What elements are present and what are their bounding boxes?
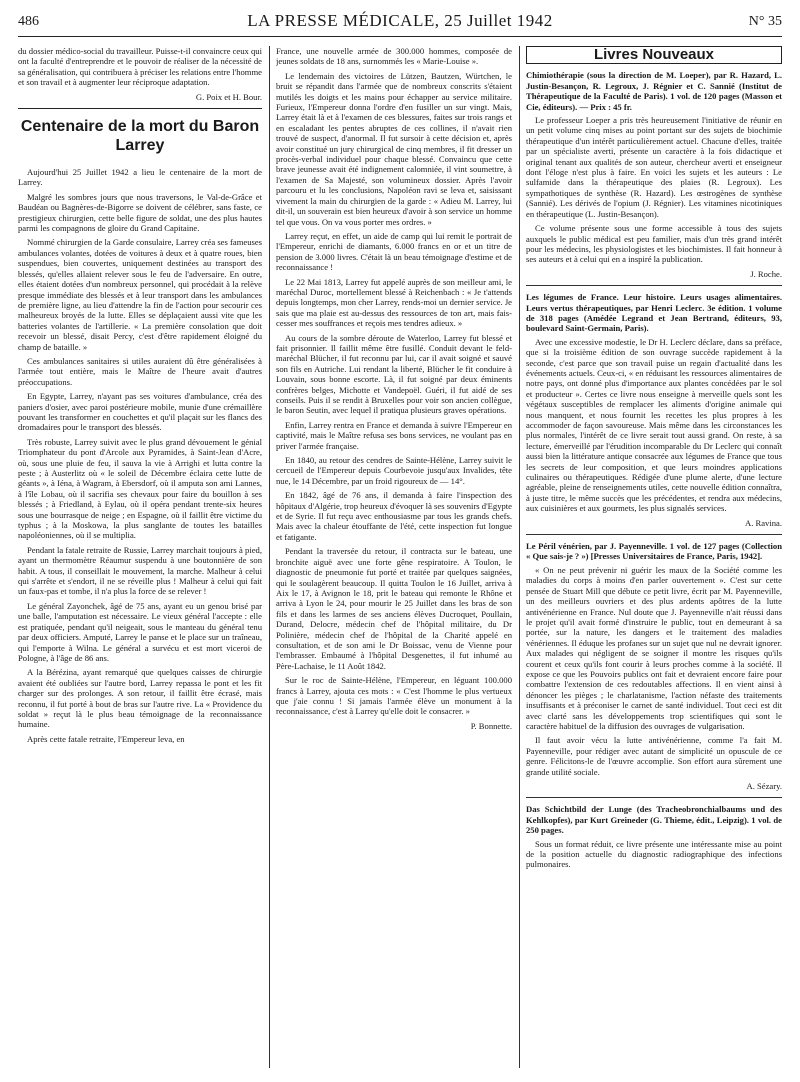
separator — [526, 797, 782, 798]
review-signature: A. Ravina. — [745, 517, 782, 528]
page-number: 486 — [18, 14, 39, 29]
review-paragraph: Ce volume présente sous une forme accessible à tous des sujets auxquels le public médical est peu familier, mais d'un très grand intérêt pour les médecins, les physiologistes et les biochimistes. Il fait honneur à ses auteurs et à celui qui en a inspiré la publication. — [526, 223, 782, 265]
paragraph: Le général Zayonchek, âgé de 75 ans, ayant eu un genou brisé par une balle, l'amputation est nécessaire. Le vieux général l'accepte : elle est pratiquée, pendant qu'il neigeait, sous le manteau du général tenu par deux officiers. Amputé, Larrey le panse et le place sur un traîneau, qui l'emporte à Wilna. Le général a survécu et est mort viceroi de Pologne, à l'âge de 86 ans. — [18, 600, 262, 663]
paragraph: Très robuste, Larrey suivit avec le plus grand dévouement le génial Triomphateur du pont d'Arcole aux Pyramides, à Saint-Jean d'Acre, où, sous une pluie de feu, il sauva la vie à Arrighi et lutta contre la peste ; à Austerlitz où « le soleil de Décembre éclaira cette lutte de géants », à Iéna, à Wagram, à Ebersdorf, où il amputa son ami Lannes, à l'île Lobau, où il sacrifia ses chevaux pour faire du bouillon à ses blessés ; à Friedland, à Eylau, où il opéra pendant trente-six heures sous une bourrasque de neige ; en Espagne, où il faillit être victime du typhus ; à la Moskowa, la plus sanglante de toutes les batailles napoléoniennes, où il se multiplia. — [18, 436, 262, 541]
review-paragraph: Avec une excessive modestie, le Dr H. Leclerc déclare, dans sa préface, que si la troisième édition de son ouvrage succède rapidement à la seconde, c'est parce que son travail puise un regain d'actualité dans les événements actuels. Ceux-ci, « en réduisant les ressources alimentaires de notre pays, ont donné plus d'importance aux plantes concédées par le sol et producteur ». Certes ce livre nous enseigne à merveille quels sont les végétaux susceptibles de remplacer les aliments d'origine animale qui nous manquent, et nous fournit les recettes les plus propres à les accommoder de façon savoureuse. Mais même dans les circonstances les plus normales, l'intérêt de ce livre serait tout aussi grand. On reste, à sa lecture, émerveillé par l'érudition incomparable du Dr Leclerc qui connaît aussi bien la littérature antique consacrée aux légumes de France que tous les secrets de leur composition, et que leurs moindres applications culinaires ou thérapeutiques. Rédigée d'une plume alerte, d'une lecture agréable, pleine de renseignements utiles, cette nouvelle édition connaîtra, à juste titre, le même succès que les précédentes, et rendra aux médecins, aux cuisinières et aux gourmets, les plus signalés services. — [526, 336, 782, 514]
review-heading: Chimiothérapie (sous la direction de M. Loeper), par R. Hazard, L. Justin-Besançon, R. Legroux, J. Régnier et C. Sannié (Institut de Thérapeutique de la Faculté de Paris). 1 vol. de 120 pages (Masson et Cie, éditeurs). — Prix : 45 fr. — [526, 70, 782, 112]
review-signature: A. Sézary. — [746, 781, 782, 791]
separator — [18, 108, 262, 109]
review-signature: J. Roche. — [750, 268, 782, 279]
paragraph: Sur le roc de Sainte-Hélène, l'Empereur, en léguant 100.000 francs à Larrey, ajouta ces mots : « C'est l'homme le plus vertueux que j'aie connu ! Si jamais l'armée élève un monument à la reconnaissance, c'est à Larrey qu'elle doit le consacrer. » — [276, 675, 512, 717]
paragraph: Ces ambulances sanitaires si utiles auraient dû être généralisées à l'armée tout entière, mais le Maître de l'heure avait d'autres préoccupations. — [18, 355, 262, 387]
paragraph: En 1842, âgé de 76 ans, il demanda à faire l'inspection des hôpitaux d'Algérie, trop heureux d'évoquer là ses souvenirs d'Egypte et de Syrie. Il fut reçu avec enthousiasme par tous les grands chefs. Mais avec la chaleur étouffante de l'été, cette inspection fut longue et fatigante. — [276, 490, 512, 542]
paragraph: Le 22 Mai 1813, Larrey fut appelé auprès de son meilleur ami, le maréchal Duroc, mortellement blessé à Reichenbach : « Je t'attends depuis longtemps, mon cher Larrey, rends-moi un dernier service. Je sais que ma plaie est au-dessus des ressources de ton art, mais fais-cesser mes souffrances et reçois mes tendres adieux. » — [276, 276, 512, 329]
column-3 — [526, 46, 782, 1076]
paragraph: Aujourd'hui 25 Juillet 1942 a lieu le centenaire de la mort de Larrey. — [18, 167, 262, 188]
paragraph: France, une nouvelle armée de 300.000 hommes, composée de jeunes soldats de 18 ans, surnommés les « Marie-Louise ». — [276, 46, 512, 67]
page-header — [18, 12, 782, 37]
separator — [526, 534, 782, 535]
paragraph: Pendant la fatale retraite de Russie, Larrey marchait toujours à pied, ayant un thermomètre Réaumur suspendu à une boutonnière de son habit. A tous, il conseillait le mouvement, la marche. Malheur à celui qui s'arrête et s'endort, il ne se réveille plus ! Malheur à celui qui fait un faux-pas et tombe, il n'a plus la force de se relever ! — [18, 544, 262, 597]
paragraph: A la Bérézina, ayant remarqué que quelques caisses de chirurgie avaient été oubliées sur l'autre bord, Larrey repassa le pont et les fit charger sur des prolonges. A son retour, il faillit être écrasé, mais reconnu, il fut porté à bout de bras sur l'autre rive. La « Providence du soldat » reçut là le plus beau témoignage de la reconnaissance humaine. — [18, 667, 262, 730]
intro-signature: G. Poix et H. Bour. — [195, 91, 262, 102]
review-heading: Le Péril vénérien, par J. Payenneville. 1 vol. de 127 pages (Collection « Que sais-je ? ») [Presses Universitaires de France, Paris, 1942]. — [526, 541, 782, 562]
paragraph: Larrey reçut, en effet, un aide de camp qui lui remit le portrait de l'Empereur, enrichi de diamants, 6.000 francs en or et un titre de pension de 3.000 livres. C'était là un beau témoignage d'estime et de reconnaissance ! — [276, 230, 512, 273]
review-heading: Das Schichtbild der Lunge (des Tracheobronchialbaums und des Kehlkopfes), par Kurt Greineder (G. Thieme, édit., Leipzig). 1 vol. de 250 pages. — [526, 804, 782, 836]
paragraph: Au cours de la sombre déroute de Waterloo, Larrey fut blessé et fait prisonnier. Il faillit même être fusillé. Conduit devant le feld-maréchal Blücher, il fut reconnu par lui, car il avait soigné et sauvé son fils en Autriche. Lui rendant la liberté, Blücher le fit conduire à Louvain, sous bonne escorte. Là, il fut soigné par deux éminents confrères belges, Michotte et Vandepoël. Guéri, il fut aidé de ses conseils. Puis il se rendit à Bruxelles pour voir son ancien collègue, le baron Seutin, avec lequel il pratiqua plusieurs graves opérations. — [276, 332, 512, 416]
review-paragraph: Sous un format réduit, ce livre présente une intéressante mise au point de la position actuelle du diagnostic radiographique des infections pulmonaires. — [526, 838, 782, 870]
paragraph: Le lendemain des victoires de Lützen, Bautzen, Würtchen, le bruit se répandit dans l'armée que de nombreux conscrits s'étaient mutilés les doigts et les mains pour échapper au service militaire. Furieux, l'Empereur donna l'ordre d'en fusiller un sur vingt. Mais, Larrey était là et à l'examen de ces blessures, faites sur trois rangs et en escaladant les pentes abruptes de ces collines, il n'avait rien trouvé de suspect, d'anormal. Il fut sursoir à cette décision et, après avoir constitué un jury chirurgical de cinq membres, il fit dresser un procès-verbal individuel pour chaque blessé. Convaincu que cette brave jeunesse avait été indignement calomniée, il vint soumettre, à l'examen de Sa Majesté, son volumineux dossier. Après l'avoir parcouru et lu les conclusions, Napoléon ravi se leva et, saisissant vivement la main du chirurgien de la garde : « Adieu M. Larrey, lui dit-il, un souverain est bien heureux d'avoir à son service un homme tel que vous. On va vous porter mes ordres. » — [276, 70, 512, 227]
intro-text: du dossier médico-social du travailleur. Puisse-t-il convaincre ceux qui ont la faculté d'entreprendre et le pouvoir de réaliser de la nécessité de sa généralisation, qui contribuera à préciser les relations entre l'homme et son travail et à augmenter leur réciproque adaptation. — [18, 46, 262, 88]
paragraph: Enfin, Larrey rentra en France et demanda à suivre l'Empereur en captivité, mais le Maître refusa ses bons services, ne voulant pas en priver l'armée française. — [276, 419, 512, 451]
book-review — [526, 804, 782, 869]
paragraph: En Egypte, Larrey, n'ayant pas ses voitures d'ambulance, créa des paniers d'osier, avec paroi postérieure mobile, munie d'une crémaillère pouvant les transformer en couchettes et qu'il plaçait sur les flancs des dromadaires pour le transport des blessés. — [18, 391, 262, 433]
column-rule-1 — [269, 46, 270, 1068]
column-1 — [18, 46, 262, 1076]
review-paragraph: Le professeur Loeper a pris très heureusement l'initiative de réunir en un petit volume cinq mises au point portant sur des sujets de biochimie thérapeutique d'un intérêt particulièrement actuel. Chacune d'elles, traitée par un spécialiste averti, présente un caractère à la fois didactique et original tenant aux qualités de son auteur, chercheur averti et enseigneur dont l'éloge n'est plus à faire. En voici les sujets et les auteurs : Le sulfamide dans la thérapeutique des plaies (R. Legroux). Les sympathotiques de synthèse (R. Hazard). Les œstrogènes de synthèse (Sannié). Les dérivés de l'opium (J. Régnier). Les vitamines nicotiniques en thérapeutique (L. Justin-Besançon). — [526, 115, 782, 219]
paragraph: Nommé chirurgien de la Garde consulaire, Larrey créa ses fameuses ambulances volantes, dotées de voitures à deux et à quatre roues, bien suspendues, bien couvertes, uniquement destinées au transport des blessés, qu'elles allaient relever sous le feu de l'adversaire. En outre, elles étaient dotées d'un nombreux personnel, qui procédait à la relève presque immédiate des blessés et à leur transport dans les ambulances de première ligne, au lieu d'attendre la fin de l'action pour secourir ces malheureux broyés de la lutte. Elles se déplaçaient aussi vite que les batteries volantes de l'artillerie. « La première consolation que doit recevoir un blessé, disait Percy, c'est d'être rapidement éloigné du champ de bataille. » — [18, 237, 262, 352]
book-review — [526, 70, 782, 279]
column-2 — [276, 46, 512, 1076]
section-title: Livres Nouveaux — [526, 46, 782, 64]
book-review — [526, 292, 782, 528]
paragraph: Pendant la traversée du retour, il contracta sur le bateau, une bronchite aiguë avec une forte gêne respiratoire. A Toulon, le diagnostic de pneumonie fut porté et traitée par quelques saignées, qui le soulagèrent beaucoup. Il quitta Toulon le 16 Juillet, arriva à Aix le 17, à Avignon le 18, prit le bateau qui remonte le Rhône et arriva à Lyon le 24, pour mourir le 25 Juillet dans les bras de son fils et dans les larmes de ses anciens élèves Ducroquet, Poullain, Durand, Delocre, médecin chef de l'hôpital militaire, du Dr Polinière, médecin chef de l'hôpital de la Charité appelé en consultation, et de son ami le Dr Boissac, venu de Vienne pour l'embrasser. Embaumé à l'hôpital Desgenettes, il fut inhumé au Père-Lachaise, le 11 Août 1842. — [276, 546, 512, 671]
article-title: Centenaire de la mort du Baron Larrey — [20, 118, 260, 155]
review-paragraph: Il faut avoir vécu la lutte antivénérienne, comme l'a fait M. Payenneville, pour rédiger avec autant de simplicité un opuscule de ce genre. Félicitons-le de l'œuvre accomplie. Son effort aura sûrement une grande utilité sociale. — [526, 735, 782, 777]
journal-title: LA PRESSE MÉDICALE, 25 Juillet 1942 — [247, 11, 553, 30]
article-signature: P. Bonnette. — [470, 720, 512, 731]
paragraph: En 1840, au retour des cendres de Sainte-Hélène, Larrey suivit le cercueil de l'Empereur depuis Courbevoie jusqu'aux Invalides, tête nue, le 14 Décembre, par un froid rigoureux de — 14°. — [276, 455, 512, 486]
review-paragraph: « On ne peut prévenir ni guérir les maux de la Société comme les maladies du corps à moins d'en parler ouvertement ». C'est sur cette pensée de Stuart Mill que débute ce petit livre, écrit par M. Payenneville, un des meilleurs ouvriers et des plus ardents apôtres de la lutte antivénérienne en France. Nul doute que J. Payenneville n'ait réussi dans le projet qu'il avait formé d'instruire le public, tout en demeurant à sa portée, sur la nature, les dangers et le traitement des maladies vénériennes. Il éduque les profanes sur un sujet que nul ne devrait ignorer. Aux malades qui négligent de se soigner il montre les risques qu'ils courent et ceux qu'ils font courir à leurs proches comme à la société. Il expose ce que les Pouvoirs publics ont fait et devraient encore faire pour combattre l'extension de ces redoutables affections. Il en vient ainsi à dénoncer les pièges ; le charlatanisme, l'action néfaste des traitements insuffisants et à préconiser le carnet de santé individuel. Tout ceci est dit avec clarté sans les développements trop scientifiques qui sont le caractère habituel de la diffusion des ouvrages de vulgarisation. — [526, 564, 782, 731]
issue-number: N° 35 — [748, 14, 782, 29]
review-heading: Les légumes de France. Leur histoire. Leurs usages alimentaires. Leurs vertus thérapeutiques, par Henri Leclerc. 3e édition. 1 volume de 318 pages (Amédée Legrand et Jean Bertrand, éditeurs, 93, boulevard Saint-Germain, Paris). — [526, 292, 782, 334]
separator — [526, 285, 782, 286]
column-rule-2 — [519, 46, 520, 1068]
book-review — [526, 541, 782, 791]
paragraph: Malgré les sombres jours que nous traversons, le Val-de-Grâce et Baudéan ou Bagnères-de-Bigorre se doivent de célébrer, sans faste, ce prestigieux chirurgien, cette belle figure de soldat, une des plus hautes parmi les compagnons de gloire du Grand Capitaine. — [18, 191, 262, 234]
paragraph: Après cette fatale retraite, l'Empereur leva, en — [27, 733, 185, 744]
